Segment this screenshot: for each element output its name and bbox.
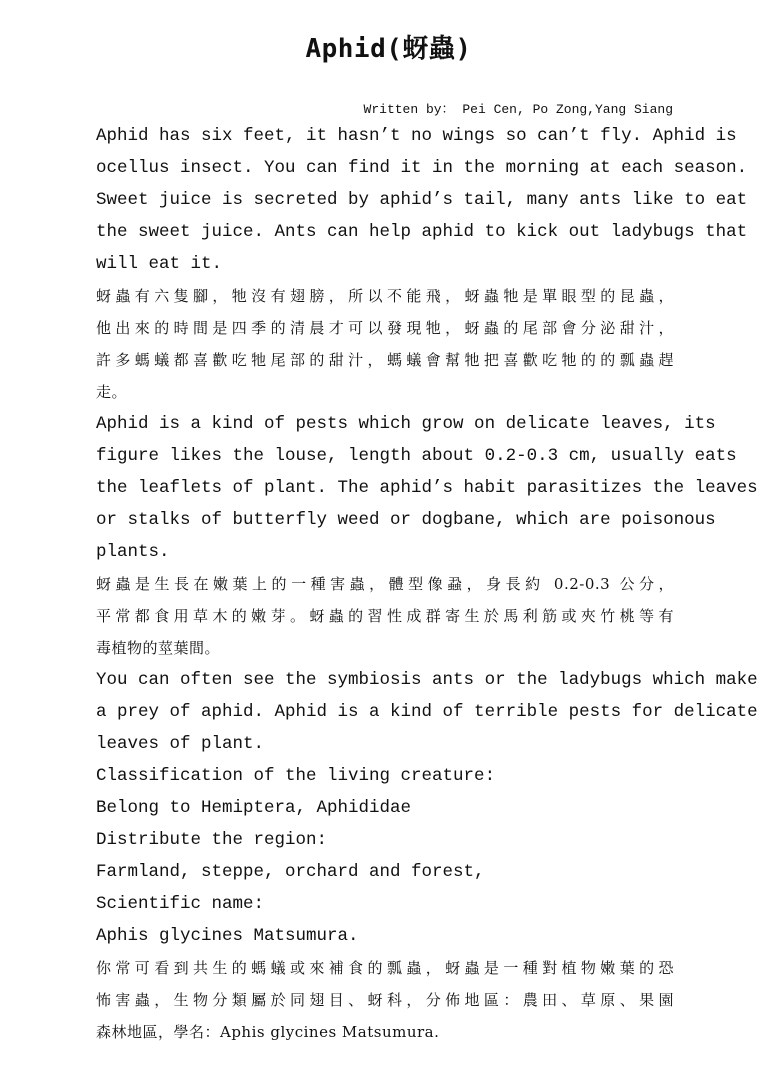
text-line: 他出來的時間是四季的清晨才可以發現牠，蚜蟲的尾部會分泌甜汁，: [96, 319, 674, 337]
text-line: 蚜蟲是生長在嫩葉上的一種害蟲，體型像蝨，身長約 0.2-0.3 公分，: [96, 575, 674, 593]
text-line: Aphid is a kind of pests which grow on delicate leaves, its: [96, 414, 716, 434]
text-line: 許多螞蟻都喜歡吃牠尾部的甜汁，螞蟻會幫牠把喜歡吃牠的的瓢蟲趕: [96, 351, 674, 369]
text-line: 毒植物的莖葉間。: [96, 639, 221, 657]
text-line: will eat it.: [96, 254, 223, 274]
text-line: Aphid has six feet, it hasn’t no wings so can’t fly. Aphid is: [96, 126, 737, 146]
text-line: 走。: [96, 383, 128, 401]
text-line: 森林地區，學名：Aphis glycines Matsumura.: [96, 1023, 440, 1041]
document-title: Aphid(蚜蟲): [305, 34, 472, 64]
paragraph-english-habitat: [96, 408, 758, 568]
text-line: Belong to Hemiptera, Aphididae: [96, 798, 412, 818]
text-line: Sweet juice is secreted by aphid’s tail, many ants like to eat: [96, 190, 748, 210]
text-line: the leaflets of plant. The aphid’s habit parasitizes the leaves: [96, 478, 758, 498]
paragraph-chinese-description: [96, 280, 674, 408]
text-line: Aphis glycines Matsumura.: [96, 926, 359, 946]
text-line: leaves of plant.: [96, 734, 265, 754]
text-line: Scientific name:: [96, 894, 265, 914]
paragraph-english-classification: [96, 664, 758, 952]
document-body: [96, 120, 758, 1048]
text-line: 平常都食用草木的嫩芽。蚜蟲的習性成群寄生於馬利筋或夾竹桃等有: [96, 607, 674, 625]
text-line: Distribute the region:: [96, 830, 328, 850]
text-line: 怖害蟲，生物分類屬於同翅目、蚜科，分佈地區：農田、草原、果園: [96, 991, 674, 1009]
text-line: the sweet juice. Ants can help aphid to kick out ladybugs that: [96, 222, 748, 242]
text-line: ocellus insect. You can find it in the morning at each season.: [96, 158, 748, 178]
paragraph-chinese-habitat: [96, 568, 674, 664]
text-line: or stalks of butterfly weed or dogbane, which are poisonous: [96, 510, 716, 530]
author-byline: Written by： Pei Cen, Po Zong,Yang Siang: [363, 102, 673, 117]
text-line: plants.: [96, 542, 170, 562]
text-line: figure likes the louse, length about 0.2-0.3 cm, usually eats: [96, 446, 737, 466]
text-line: 你常可看到共生的螞蟻或來補食的瓢蟲，蚜蟲是一種對植物嫩葉的恐: [96, 959, 674, 977]
text-line: Classification of the living creature:: [96, 766, 496, 786]
text-line: You can often see the symbiosis ants or the ladybugs which make: [96, 670, 758, 690]
paragraph-chinese-classification: [96, 952, 674, 1048]
text-line: a prey of aphid. Aphid is a kind of terrible pests for delicate: [96, 702, 758, 722]
text-line: Farmland, steppe, orchard and forest,: [96, 862, 485, 882]
text-line: 蚜蟲有六隻腳，牠沒有翅膀，所以不能飛，蚜蟲牠是單眼型的昆蟲，: [96, 287, 674, 305]
paragraph-english-description: [96, 120, 748, 280]
